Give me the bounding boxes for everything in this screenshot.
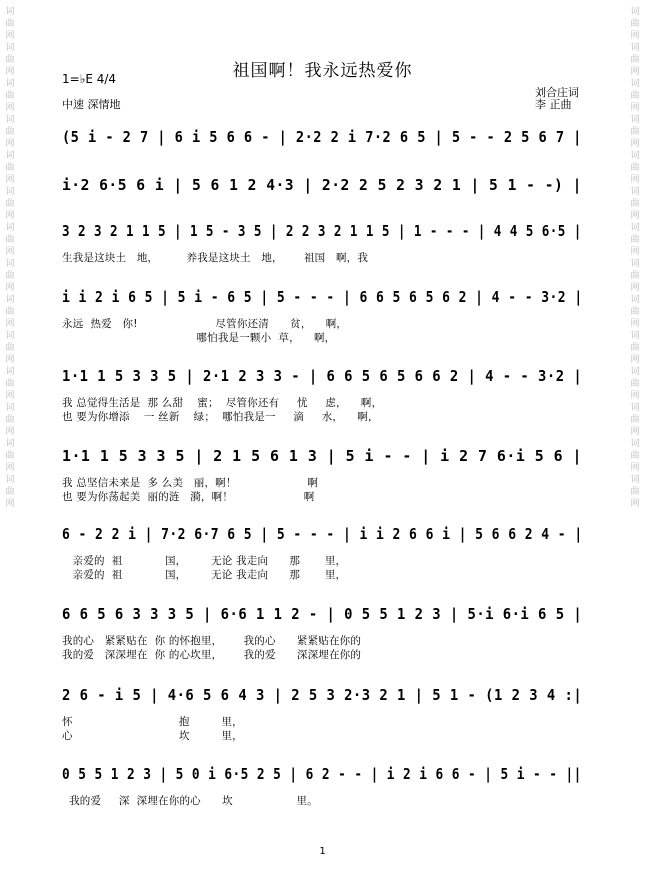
notation-line: (5 i - 2 7 | 6 i 5 6 6 - | 2·2 2 i 7·2 6 5 | 5 - - 2 5 6 7 | <box>62 128 582 146</box>
notation-line: i·2 6·5 6 i | 5 6 1 2 4·3 | 2·2 2 5 2 3 2 1 | 5 1 - -) | <box>62 176 582 194</box>
lyric-line-2: 亲爱的 祖 国， 无论 我走向 那 里， <box>62 569 347 581</box>
notation-line: 3 2 3 2 1 1 5 | 1 5 - 3 5 | 2 2 3 2 1 1 5 | 1 - - - | 4 4 5 6·5 | <box>62 222 582 240</box>
watermark-right: 词曲网 词曲网 词曲网 词曲网 词曲网 词曲网 词曲网 词曲网 词曲网 词曲网 词曲网 词曲网 词曲网 词曲网 <box>630 7 643 509</box>
notation-line: 6 6 5 6 3 3 3 5 | 6·6 1 1 2 - | 0 5 5 1 2 3 | 5·i 6·i 6 5 | <box>62 605 583 623</box>
notation-line: 0 5 5 1 2 3 | 5 0 i 6·5 2 5 | 6 2 - - | i 2 i 6 6 - | 5 i - - || <box>62 765 582 783</box>
lyric-line-2: 也 要为你增添 一 丝新 绿； 哪怕我是一 滴 水， 啊， <box>62 411 379 423</box>
lyric-line-1: 我的心 紧紧贴在 你 的怀抱里， 我的心 紧紧贴在你的 <box>62 635 362 647</box>
notation-line: 2 6 - i 5 | 4·6 5 6 4 3 | 2 5 3 2·3 2 1 | 5 1 - (1 2 3 4 :| <box>62 686 583 704</box>
lyric-line-1: 我 总坚信未来是 多 么美 丽，啊！ 啊 <box>62 477 319 489</box>
lyric-line-1: 亲爱的 祖 国， 无论 我走向 那 里， <box>62 555 347 567</box>
key-signature: 1=♭E 4/4 <box>62 72 117 86</box>
song-title: 祖国啊！我永远热爱你 <box>232 61 413 81</box>
lyric-line-2: 我的爱 深深埋在 你 的心坎里， 我的爱 深深埋在你的 <box>62 649 362 661</box>
page-number: 1 <box>319 846 326 857</box>
notation-line: i i 2 i 6 5 | 5 i - 6 5 | 5 - - - | 6 6 5 6 5 6 2 | 4 - - 3·2 | <box>62 288 583 306</box>
lyric-line-2: 哪怕我是一颗小 草， 啊， <box>62 332 336 344</box>
tempo-marking: 中速 深情地 <box>62 98 121 111</box>
lyric-line-1: 怀 抱 里， <box>62 716 243 728</box>
lyric-line-1: 我 总觉得生活是 那 么甜 蜜； 尽管你还有 忧 虑， 啊， <box>62 397 383 409</box>
composer-credit: 李 正曲 <box>535 98 572 111</box>
notation-line: 6 - 2 2 i | 7·2 6·7 6 5 | 5 - - - | i i 2 6 6 i | 5 6 6 2 4 - | <box>62 525 583 543</box>
notation-line: 1·1 1 5 3 3 5 | 2 1 5 6 1 3 | 5 i - - | i 2 7 6·i 5 6 | <box>62 447 583 465</box>
watermark-left: 词曲网 词曲网 词曲网 词曲网 词曲网 词曲网 词曲网 词曲网 词曲网 词曲网 词曲网 词曲网 词曲网 词曲网 <box>5 7 18 509</box>
lyric-line-1: 我的爱 深 深埋在你的心 坎 里。 <box>62 795 318 807</box>
notation-line: 1·1 1 5 3 3 5 | 2·1 2 3 3 - | 6 6 5 6 5 6 6 2 | 4 - - 3·2 | <box>62 367 583 385</box>
lyric-line-1: 生我是这块土 地， 养我是这块土 地， 祖国 啊，我 <box>62 252 369 264</box>
lyric-line-2: 也 要为你荡起美 丽的涟 漪，啊！ 啊 <box>62 491 315 503</box>
lyricist-credit: 刘合庄词 <box>535 86 579 99</box>
lyric-line-2: 心 坎 里， <box>62 730 243 742</box>
lyric-line-1: 永远 热爱 你! 尽管你还清 贫， 啊， <box>62 318 348 330</box>
